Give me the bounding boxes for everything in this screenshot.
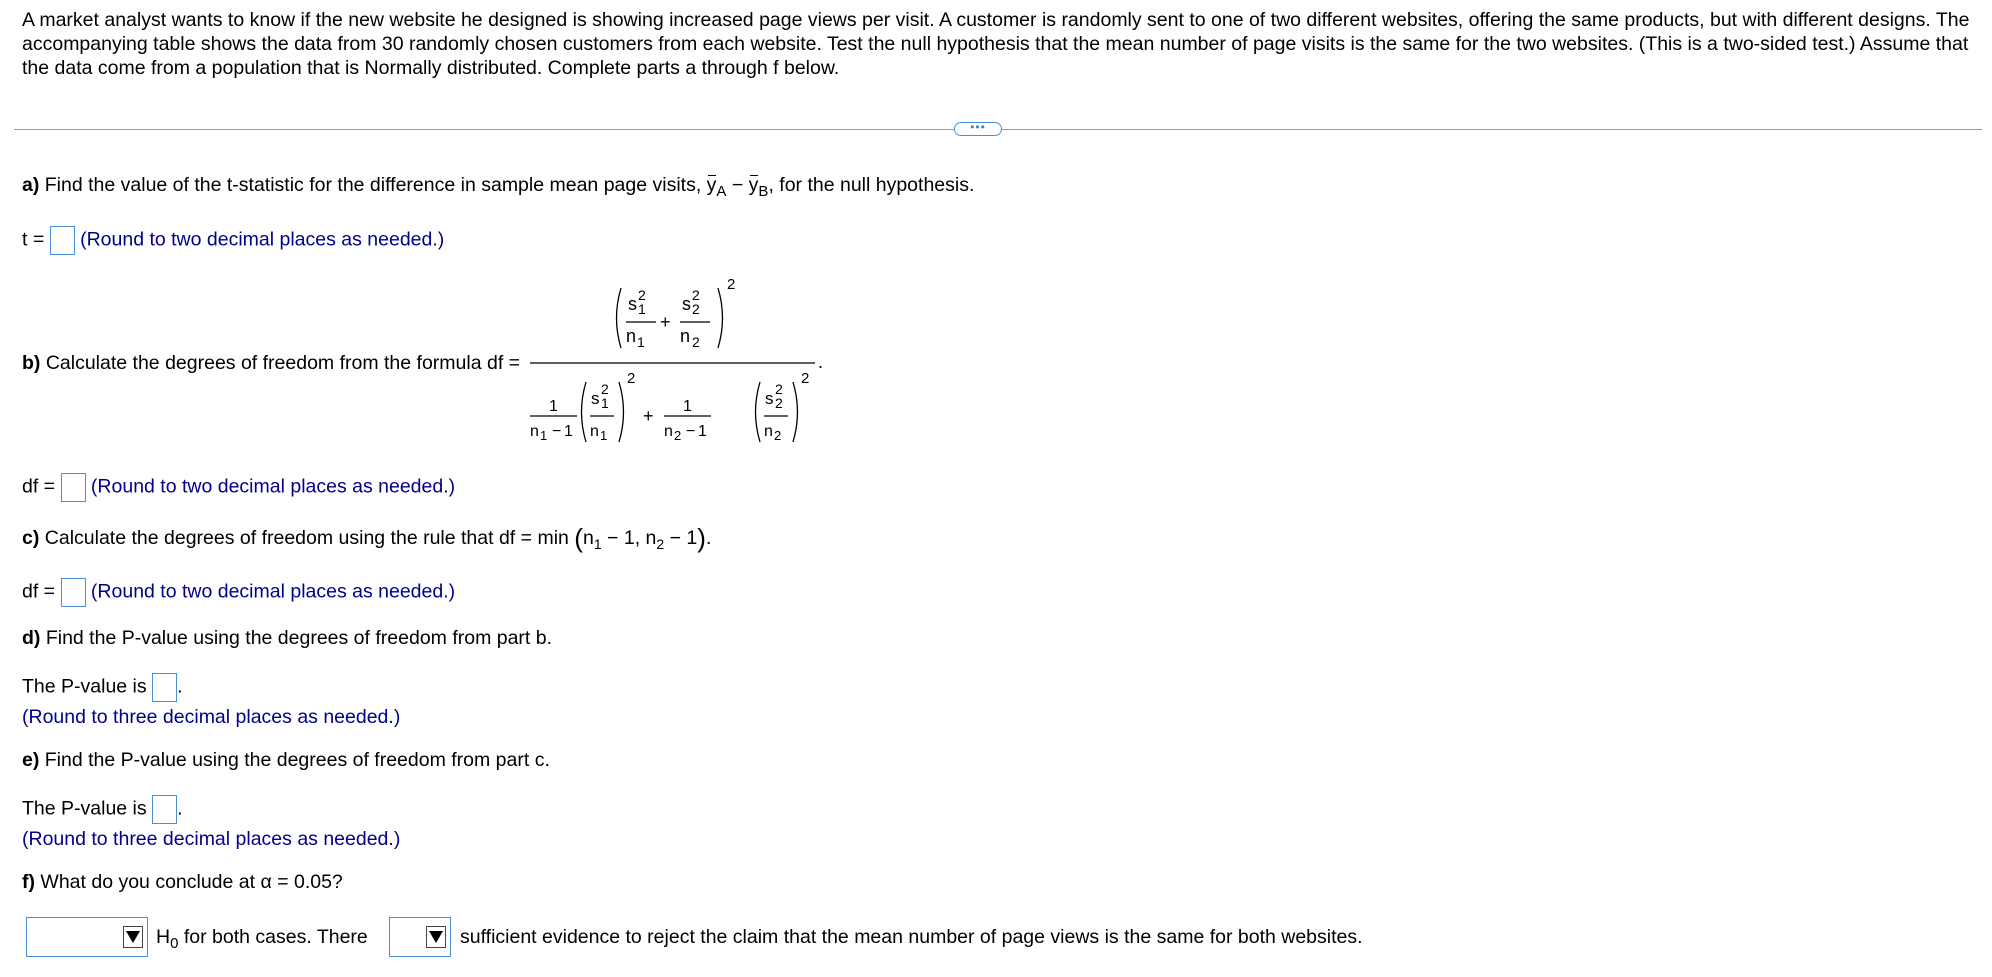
- svg-text:n: n: [626, 326, 637, 346]
- part-a-text-after: , for the null hypothesis.: [768, 174, 975, 196]
- df-formula-input[interactable]: [61, 473, 86, 502]
- dropdown-arrow-icon: [123, 926, 143, 948]
- p-value-d-input[interactable]: [152, 673, 177, 702]
- more-horizontal-icon: •••: [970, 120, 986, 134]
- svg-text:2: 2: [727, 276, 736, 293]
- part-e-text: Find the P-value using the degrees of freedom from part c.: [44, 749, 550, 771]
- part-a-hint: (Round to two decimal places as needed.): [80, 228, 445, 251]
- n2-sub: 2: [656, 535, 665, 552]
- part-e-question: [22, 749, 550, 772]
- reject-decision-dropdown[interactable]: [26, 917, 148, 957]
- part-e-label: e): [22, 749, 40, 771]
- h-symbol: H: [156, 926, 171, 948]
- svg-text:1: 1: [564, 423, 573, 440]
- svg-text:s: s: [765, 389, 774, 408]
- svg-text:1: 1: [638, 301, 646, 317]
- part-b-label: b): [22, 352, 41, 374]
- svg-text:−: −: [686, 423, 696, 440]
- n2-symbol: n: [645, 527, 657, 549]
- part-c-text: Calculate the degrees of freedom using the rule that df = min: [44, 527, 569, 549]
- arg2-tail: − 1: [664, 527, 698, 549]
- svg-text:+: +: [643, 406, 654, 426]
- part-d-text: Find the P-value using the degrees of freedom from part b.: [45, 627, 553, 649]
- svg-text:s: s: [591, 389, 600, 408]
- svg-text:2: 2: [601, 381, 609, 397]
- df-c-label: df =: [22, 580, 56, 603]
- part-b-answer-row: [22, 473, 455, 502]
- paren-close: ): [697, 523, 706, 553]
- svg-text:s: s: [682, 294, 691, 314]
- svg-text:1: 1: [683, 398, 692, 415]
- svg-text:2: 2: [692, 334, 700, 350]
- part-e-answer-row: [22, 795, 182, 824]
- problem-statement: A market analyst wants to know if the new website he designed is showing increased page views per visit. A customer is randomly sent to one of two different websites, offering the same products, but with different designs. The accompanying table shows the data from 30 randomly chosen customers from each website. Test the null hypothesis that the mean number of page visits is the same for the two websites. (This is a two-sided test.) Assume that the data come from a population that is Normally distributed. Complete parts a through f below.: [22, 9, 1970, 79]
- part-c-label: c): [22, 527, 40, 549]
- svg-text:+: +: [660, 312, 671, 332]
- svg-text:2: 2: [774, 428, 782, 443]
- part-f-sentence-mid: [156, 926, 368, 952]
- part-b-question: [22, 352, 520, 375]
- svg-text:−: −: [552, 423, 562, 440]
- svg-text:n: n: [764, 423, 773, 440]
- part-d-answer-row: [22, 673, 182, 702]
- svg-text:.: .: [818, 352, 824, 372]
- svg-text:n: n: [530, 423, 539, 440]
- part-a-label: a): [22, 174, 40, 196]
- part-d-period: .: [177, 675, 183, 698]
- part-b-text: Calculate the degrees of freedom from the formula df =: [45, 352, 521, 374]
- dropdown-arrow-icon: [426, 926, 446, 948]
- p-value-e-input[interactable]: [152, 795, 177, 824]
- y-bar-a: y: [706, 174, 717, 196]
- part-b-hint: (Round to two decimal places as needed.): [90, 475, 456, 498]
- svg-text:2: 2: [692, 287, 700, 303]
- arg1-tail: − 1,: [601, 527, 646, 549]
- part-c-question: [22, 523, 711, 554]
- df-b-label: df =: [22, 475, 56, 498]
- part-f-label: f): [22, 871, 35, 893]
- part-c-answer-row: [22, 578, 455, 607]
- n1-symbol: n: [582, 527, 594, 549]
- svg-text:n: n: [664, 423, 673, 440]
- part-f-text-mid: for both cases. There: [183, 926, 368, 948]
- n1-sub: 1: [593, 535, 602, 552]
- t-label: t =: [22, 228, 45, 251]
- part-c-period: .: [705, 527, 712, 549]
- part-d-hint: (Round to three decimal places as needed.): [22, 706, 401, 728]
- svg-text:2: 2: [638, 287, 646, 303]
- part-f-text: What do you conclude at: [40, 871, 256, 893]
- part-e-period: .: [177, 797, 183, 820]
- sub-a: A: [716, 182, 727, 200]
- y-bar-b: y: [748, 174, 759, 196]
- part-a-text: Find the value of the t-statistic for the difference in sample mean page visits,: [44, 174, 702, 196]
- svg-text:2: 2: [692, 301, 700, 317]
- part-c-hint: (Round to two decimal places as needed.): [90, 580, 456, 603]
- svg-text:1: 1: [601, 395, 609, 411]
- part-a-answer-row: [22, 226, 444, 255]
- evidence-dropdown[interactable]: [389, 917, 451, 957]
- svg-text:n: n: [680, 326, 691, 346]
- svg-text:s: s: [628, 294, 637, 314]
- part-d-question: [22, 627, 552, 650]
- sub-b: B: [758, 182, 769, 200]
- svg-text:2: 2: [775, 381, 783, 397]
- t-statistic-input[interactable]: [50, 226, 75, 255]
- show-more-button[interactable]: [954, 122, 1002, 136]
- p-value-d-label: The P-value is: [22, 675, 147, 698]
- svg-text:1: 1: [600, 428, 608, 443]
- svg-text:2: 2: [775, 395, 783, 411]
- svg-text:1: 1: [637, 334, 645, 350]
- df-formula: [530, 272, 830, 457]
- svg-text:n: n: [590, 423, 599, 440]
- svg-text:2: 2: [801, 370, 810, 387]
- part-a-question: [22, 174, 974, 200]
- part-d-label: d): [22, 627, 41, 649]
- h-sub: 0: [170, 934, 179, 952]
- df-min-input[interactable]: [61, 578, 86, 607]
- part-e-hint: (Round to three decimal places as needed.): [22, 828, 401, 850]
- alpha-value: α = 0.05?: [260, 871, 343, 893]
- p-value-e-label: The P-value is: [22, 797, 147, 820]
- svg-text:1: 1: [549, 398, 558, 415]
- part-f-sentence-end: sufficient evidence to reject the claim that the mean number of page views is the same for both websites.: [460, 926, 1363, 948]
- svg-text:1: 1: [698, 423, 707, 440]
- part-f-question: [22, 871, 343, 894]
- svg-text:2: 2: [627, 370, 636, 387]
- svg-text:1: 1: [540, 428, 548, 443]
- minus-sign: −: [731, 174, 744, 196]
- paren-open: (: [574, 523, 583, 553]
- svg-text:2: 2: [674, 428, 682, 443]
